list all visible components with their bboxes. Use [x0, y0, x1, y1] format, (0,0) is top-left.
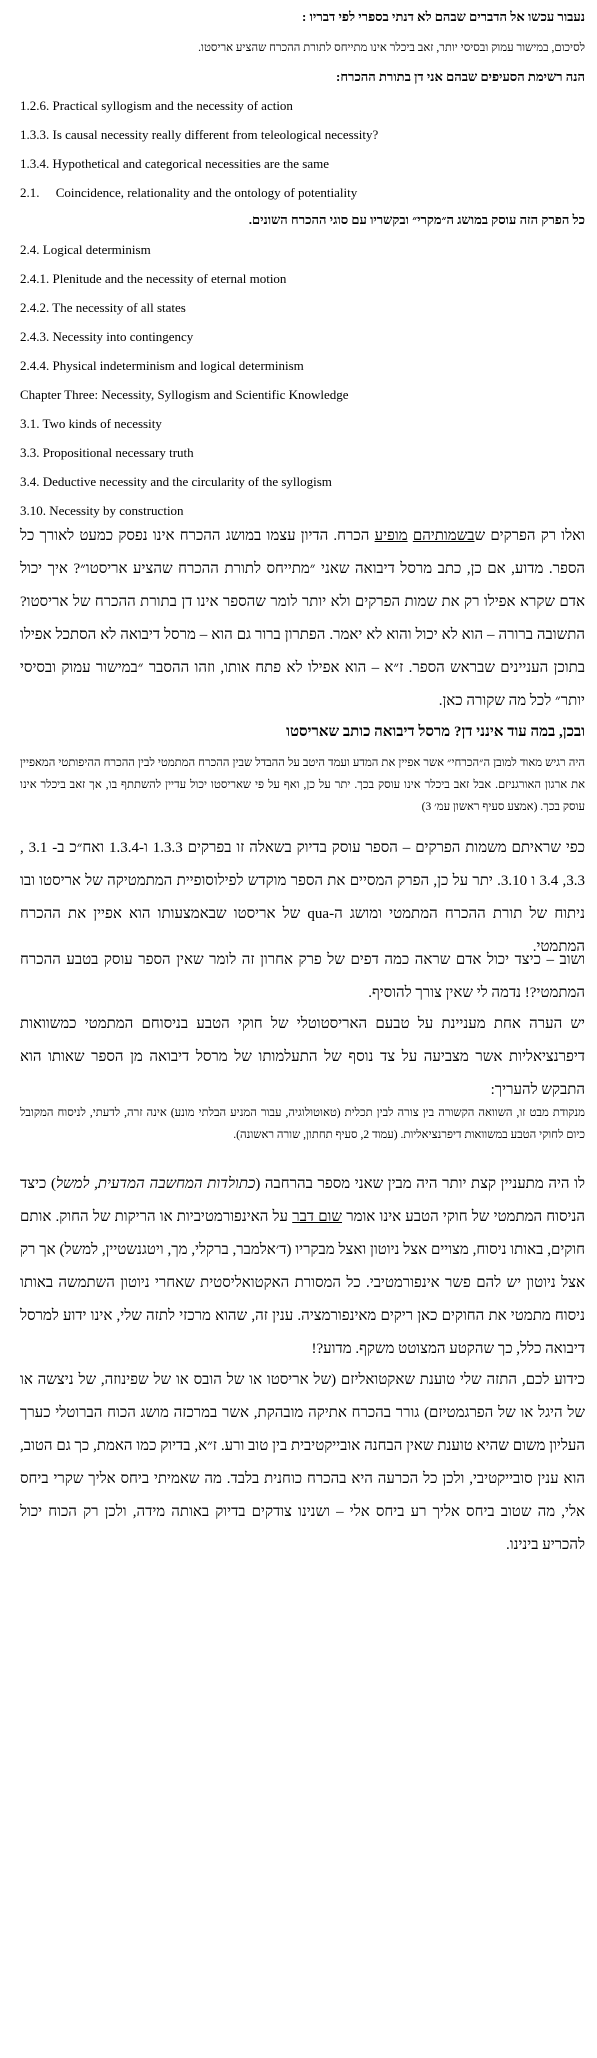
quote-differential-equations: מנקודת מבט זו, השוואה הקשורה בין צורה לבין תכלית (טאוטולוגיה, עבור המניע הבלתי מונע) אינה זרה, לדעתי, לניסוח המקובל כיום לחוקי הטבע במשוואות דיפרנציאליות. (עמוד 2, סעיף תחתון, שורה ראשונה).	[20, 1107, 585, 1141]
section-3-10: 3.10. Necessity by construction	[20, 503, 184, 518]
underlined-nothing: שום דבר	[292, 1209, 343, 1225]
section-2-4-2: 2.4.2. The necessity of all states	[20, 300, 186, 315]
section-3-3: 3.3. Propositional necessary truth	[20, 445, 194, 460]
paragraph-chapter-titles: ואלו רק הפרקים שבשמותיהם מופיע הכרח. הדיון עצמו במושג ההכרח אינו נפסק כמעט לאורך כל הספר. מדוע, אם כן, כתב מרסל דיבואה שאני ״מתייחס לתורת ההכרח שהציע אריסטו״? איך יכול אדם שקרא אפילו רק את שמות הפרקים ולא יותר לומר שהספר אינו דן בתורת ההכרח של אריסטו? התשובה ברורה – הוא לא יכול והוא לא יאמר. הפתרון ברור גם הוא – מרסל דיבואה לא הסתכל אפילו בתוכן העניינים שבראש הספר. ז״א – הוא אפילו לא פתח אותו, וזהו ההסבר ״במישור עמוק ובסיסי יותר״ לכל מה שקורה כאן.	[20, 528, 585, 709]
section-1-3-3: 1.3.3. Is causal necessity really different from teleological necessity?	[20, 127, 379, 142]
section-3-1: 3.1. Two kinds of necessity	[20, 416, 162, 431]
quote-mathematical-necessity: היה רגיש מאוד למובן ה״הכרחי״ אשר אפיין את המדע ועמד היטב על ההבדל שבין ההכרח המתמטי לבין ההכרח ההיפותטי המאפיין את ארגון האורגניזם. אבל זאב ביכלר אינו עוסק בכך. יתר על כן, ואף על פי שאריסטו יכול עדיין להשתתף בו, אך זאב ביכלר אינו עוסק בכך. (אמצע סעיף ראשון עמ׳ 3)	[20, 757, 585, 813]
opening-heading: נעבור עכשו אל הדברים שבהם לא דנתי בספרי לפי דבריו :	[302, 9, 585, 24]
chapter-note: כל הפרק הזה עוסק במושג ה״מקרי״ ובקשריו עם סוגי ההכרח השונים.	[248, 212, 585, 227]
paragraph-actualism: כידוע לכם, התזה שלי טוענת שאקטואליזם (של אריסטו או של הובס או של שפינוזה, של ניצשה או של היגל או של הפרגמטיזם) גורר בהכרח אתיקה מובהקת, אשר במרכזה מושג הכוח הברוטלי כערך העליון משום שהיא טוענת שאין הבחנה אובייקטיבית בין טוב ורע. ז״א, בדיוק כמו האמת, כך גם הטוב, הוא ענין סובייקטיבי, ולכן כל הכרעה היא בהכרח כוחנית בלבד. מה שאמיתי ביחס אליך שקרי ביחס אלי, מה שטוב ביחס אליך רע ביחס אלי – ושנינו צודקים בדיוק באותה מידה, ולכן רק הכוח יכול להכריע בינינו.	[20, 1372, 585, 1553]
paragraph-remark: יש הערה אחת מעניינת על טבעם האריסטוטלי של חוקי הטבע בניסוחם המתמטי כמשוואות דיפרנציאליות אשר מצביעה על צד נוסף של התעלמותו של מרסל דיבואה מן הספר שאותו הוא התבקש להעריך:	[20, 1016, 585, 1098]
section-3-4: 3.4. Deductive necessity and the circularity of the syllogism	[20, 474, 332, 489]
underlined-appears: מופיע	[374, 528, 408, 544]
paragraph-again: ושוב – כיצד יכול אדם שראה כמה דפים של פרק אחרון זה לומר שאין הספר עוסק בטבע ההכרח המתמטי?! נדמה לי שאין צורך להוסיף.	[20, 952, 585, 1001]
section-2-4: 2.4. Logical determinism	[20, 242, 151, 257]
summary-line: לסיכום, במישור עמוק ובסיסי יותר, זאב ביכלר אינו מתייחס לתורת ההכרח שהציע אריסטו.	[198, 42, 585, 54]
paragraph-newton: לו היה מתעניין קצת יותר היה מבין שאני מספר בהרחבה (כתולדות המחשבה המדעית, למשל) כיצד הניסוח המתמטי של חוקי הטבע אינו אומר שום דבר על האינפורמטיביות או הריקות של החוק. אותם חוקים, באותו ניסוח, מצויים אצל ניוטון ואצל מבקריו (ד׳אלמבר, ברקלי, מך, ויטגנשטיין, למשל) אך רק אצל ניוטון יש להם פשר אינפורמטיבי. כל המסורת האקטואליסטית שאחרי ניוטון השתמשה באותו ניסוח מתמטי את החוקים כאן ריקים מאינפורמציה. ענין זה, שהוא מרכזי לתזה שלי, אינו ידוע למרסל דיבואה כלל, כך שהקטע המצוטט משקף. מדוע?!	[20, 1176, 585, 1357]
section-2-4-1: 2.4.1. Plenitude and the necessity of eternal motion	[20, 271, 287, 286]
section-2-1: 2.1. Coincidence, relationality and the ontology of potentiality	[20, 185, 358, 200]
section-1-3-4: 1.3.4. Hypothetical and categorical necessities are the same	[20, 156, 329, 171]
chapter-three: Chapter Three: Necessity, Syllogism and Scientific Knowledge	[20, 387, 349, 402]
paragraph-chapter-numbers: כפי שראיתם משמות הפרקים – הספר עוסק בדיוק בשאלה זו בפרקים 1.3.3 ו-1.3.4 ואח״כ ב- 3.1 , 3.3, 3.4 ו 3.10. יתר על כן, הפרק המסיים את הספר מוקדש לפילוסופיית המתמטיקה של אריסטו ובו ניתוח של תורת ההכרח המתמטי ומושג ה-qua של אריסטו שבאמצעותו הוא אפיין את ההכרח המתמטי.	[20, 840, 586, 955]
underlined-names: בשמותיהם	[412, 528, 475, 544]
section-2-4-4: 2.4.4. Physical indeterminism and logical determinism	[20, 358, 304, 373]
section-2-4-3: 2.4.3. Necessity into contingency	[20, 329, 194, 344]
italic-book-title: כתולדות המחשבה המדעית, למשל	[55, 1176, 256, 1192]
sections-intro: הנה רשימת הסעיפים שבהם אני דן בתורת ההכרח:	[336, 69, 585, 84]
section-1-2-6: 1.2.6. Practical syllogism and the necessity of action	[20, 98, 293, 113]
paragraph-what-else: ובכן, במה עוד אינני דן? מרסל דיבואה כותב שאריסטו	[286, 724, 585, 740]
